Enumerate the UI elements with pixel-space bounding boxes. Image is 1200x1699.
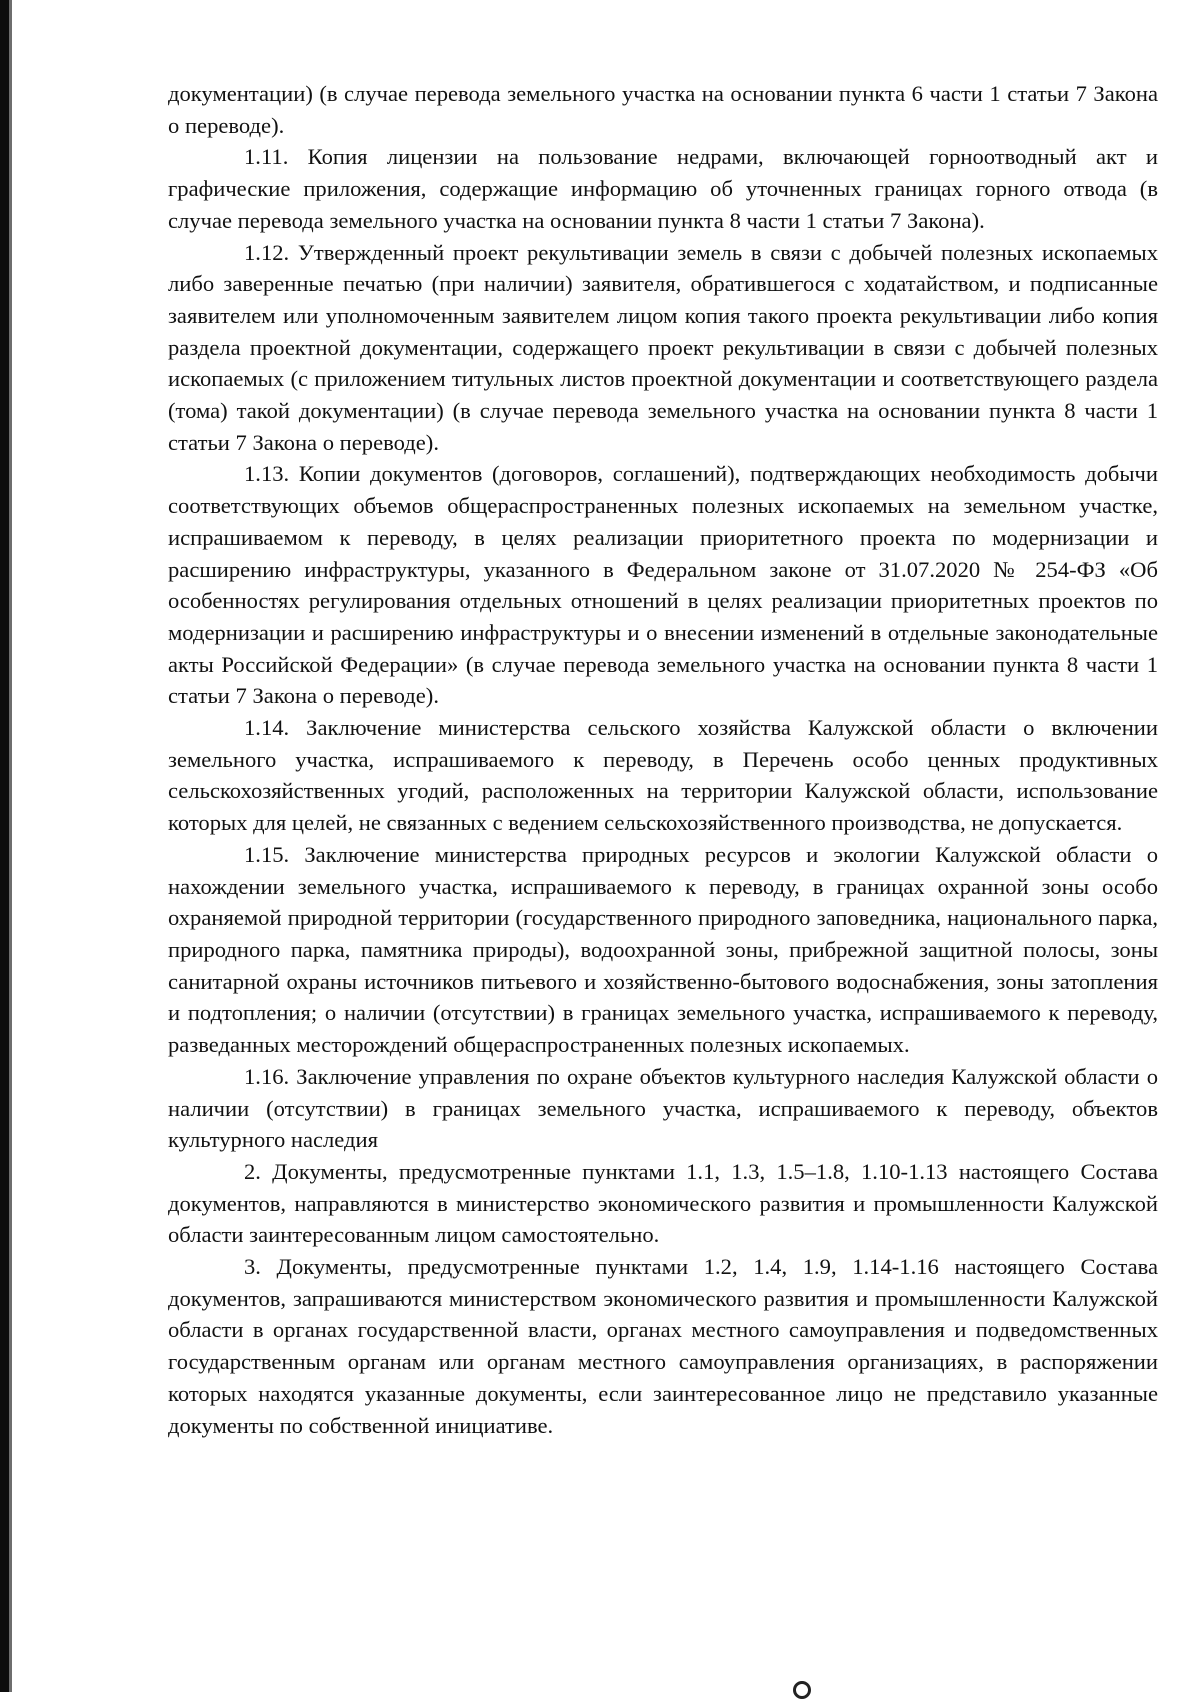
paragraph-2: 2. Документы, предусмотренные пунктами 1.1, 1.3, 1.5–1.8, 1.10-1.13 настоящего Состава документов, направляются в министерство экономического развития и промышленности Калужской области заинтересованным лицом самостоятельно.	[168, 1158, 1158, 1248]
paragraph-continuation: документации) (в случае перевода земельного участка на основании пункта 6 части 1 статьи 7 Закона о переводе).	[168, 81, 1158, 138]
paragraph-1-14: 1.14. Заключение министерства сельского хозяйства Калужской области о включении земельного участка, испрашиваемого к переводу, в Перечень особо ценных продуктивных сельскохозяйственных угодий, расположенных на территории Калужской области, использование которых для целей, не связанных с ведением сельскохозяйственного производства, не допускается.	[168, 715, 1158, 836]
document-page	[168, 78, 1158, 1441]
scan-edge-gradient	[9, 0, 12, 1692]
paragraph-3: 3. Документы, предусмотренные пунктами 1.2, 1.4, 1.9, 1.14-1.16 настоящего Состава документов, запрашиваются министерством экономического развития и промышленности Калужской области в органах государственной власти, органах местного самоуправления и подведомственных государственным органам или органам местного самоуправления организациях, в распоряжении которых находятся указанные документы, если заинтересованное лицо не представило указанные документы по собственной инициативе.	[168, 1254, 1158, 1438]
paragraph-1-15: 1.15. Заключение министерства природных ресурсов и экологии Калужской области о нахождении земельного участка, испрашиваемого к переводу, в границах охранной зоны особо охраняемой природной территории (государственного природного заповедника, национального парка, природного парка, памятника природы), водоохранной зоны, прибрежной защитной полосы, зоны санитарной охраны источников питьевого и хозяйственно-бытового водоснабжения, зоны затопления и подтопления; о наличии (отсутствии) в границах земельного участка, испрашиваемого к переводу, разведанных месторождений общераспространенных полезных ископаемых.	[168, 841, 1158, 1058]
scan-edge-shadow	[0, 0, 9, 1692]
binding-hole-mark	[793, 1681, 811, 1699]
paragraph-1-16: 1.16. Заключение управления по охране объектов культурного наследия Калужской области о наличии (отсутствии) в границах земельного участка, испрашиваемого к переводу, объектов культурного наследия	[168, 1063, 1158, 1153]
paragraph-1-12: 1.12. Утвержденный проект рекультивации земель в связи с добычей полезных ископаемых либо заверенные печатью (при наличии) заявителя, обратившегося с ходатайством, и подписанные заявителем или уполномоченным заявителем лицом копия такого проекта рекультивации либо копия раздела проектной документации, содержащего проект рекультивации в связи с добычей полезных ископаемых (с приложением титульных листов проектной документации и соответствующего раздела (тома) такой документации) (в случае перевода земельного участка на основании пункта 8 части 1 статьи 7 Закона о переводе).	[168, 239, 1158, 455]
paragraph-1-11: 1.11. Копия лицензии на пользование недрами, включающей горноотводный акт и графические приложения, содержащие информацию об уточненных границах горного отвода (в случае перевода земельного участка на основании пункта 8 части 1 статьи 7 Закона).	[168, 144, 1158, 233]
paragraph-1-13: 1.13. Копии документов (договоров, соглашений), подтверждающих необходимость добычи соответствующих объемов общераспространенных полезных ископаемых на земельном участке, испрашиваемом к переводу, в целях реализации приоритетного проекта по модернизации и расширению инфраструктуры, указанного в Федеральном законе от 31.07.2020 № 254-ФЗ «Об особенностях регулирования отдельных отношений в целях реализации приоритетных проектов по модернизации и расширению инфраструктуры и о внесении изменений в отдельные законодательные акты Российской Федерации» (в случае перевода земельного участка на основании пункта 8 части 1 статьи 7 Закона о переводе).	[168, 461, 1158, 709]
